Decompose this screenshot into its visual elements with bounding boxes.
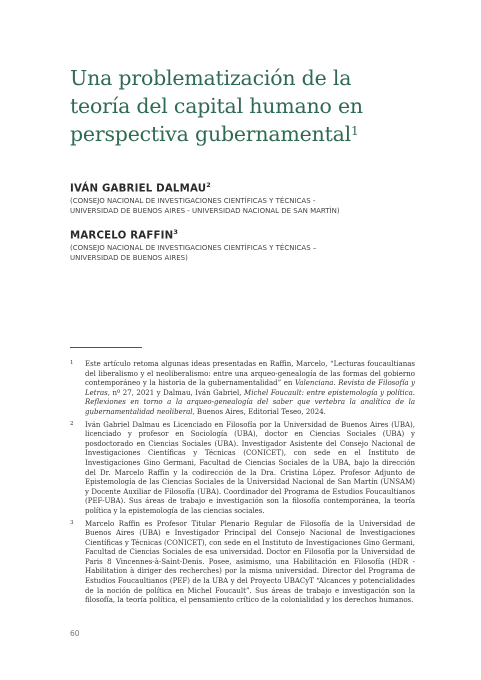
author-affiliation-raffin: (CONSEJO NACIONAL DE INVESTIGACIONES CIENTÍFICAS Y TÉCNICAS – UNIVERSIDAD DE BUENOS AIRES) (70, 244, 317, 262)
article-title (70, 64, 450, 148)
journal-title: Valenciana. Revista de Filosofía y Letras (85, 379, 415, 397)
author-footnote-marker: 2 (206, 181, 211, 189)
author-footnote-marker: 3 (173, 228, 179, 236)
title-footnote-marker: 1 (351, 124, 359, 138)
footnote-2: 2 Iván Gabriel Dalmau es Licenciado en Filosofía por la Universidad de Buenos Aires (UBA), licenciado y profesor en Sociología (UBA), doctor en Ciencias Sociales (UBA) y posdoctorado en Ciencias Sociales (UBA). Investigador Asistente del Consejo Nacional de Investigaciones Científicas y Técnicas (CONICET), con sede en el Instituto de Investigaciones Gino Germani, Facultad de Ciencias Sociales de la UBA, bajo la dirección del Dr. Marcelo Raffin y la codirección de la Dra. Cristina López. Profesor Adjunto de Epistemología de las Ciencias Sociales de la Universidad Nacional de San Martín (UNSAM) y Docente Auxiliar de Filosofía (UBA). Coordinador del Programa de Estudios Foucaultianos (PEF-UBA). Sus áreas de trabajo e investigación son la filosofía contemporánea, la teoría política y la epistemología de las ciencias sociales. (70, 420, 415, 515)
footnote-3: 3 Marcelo Raffin es Profesor Titular Plenario Regular de Filosofía de la Universidad de Buenos Aires (UBA) e Investigador Principal del Consejo Nacional de Investigaciones Científicas y Técnicas (CONICET), con sede en el Instituto de Investigaciones Gino Germani, Facultad de Ciencias Sociales de esa universidad. Doctor en Filosofía por la Universidad de Paris 8 Vincennes-à-Saint-Denis. Posee, asimismo, una Habilitación en Filosofía (HDR - Habilitation à diriger des recherches) por la misma universidad. Director del Programa de Estudios Foucaultianos (PEF) de la UBA y del Proyecto UBACyT “Alcances y potencialidades de la noción de política en Michel Foucault”. Sus áreas de trabajo e investigación son la filosofía, la teoría política, el pensamiento crítico de la colonialidad y los derechos humanos. (70, 519, 415, 605)
footnote-1: 1 Este artículo retoma algunas ideas presentadas en Raffin, Marcelo, “Lecturas foucaultianas del liberalismo y el neoliberalismo: entre una arqueo-genealogía de las formas del gobierno contemporáneo y la historia de la gubernamentalidad” en Valenciana. Revista de Filosofía y Letras, nº 27, 2021 y Dalmau, Iván Gabriel, Michel Foucault: entre epistemología y política. Reflexiones en torno a la arqueo-genealogía del saber que vertebra la analítica de la gubernamentalidad neoliberal, Buenos Aires, Editorial Teseo, 2024. (70, 360, 415, 416)
author-affiliation-dalmau: (CONSEJO NACIONAL DE INVESTIGACIONES CIENTÍFICAS Y TÉCNICAS - UNIVERSIDAD DE BUENOS AIRES - UNIVERSIDAD NACIONAL DE SAN MARTÍN) (70, 197, 340, 215)
title-line-2: teoría del capital humano en (70, 94, 363, 118)
footnote-number: 1 (70, 360, 74, 366)
title-line-3: perspectiva gubernamental (70, 122, 352, 146)
footnote-separator (70, 347, 142, 348)
page-number: 60 (70, 629, 80, 638)
title-line-1: Una problematización de la (70, 66, 352, 90)
book-title: Michel Foucault: entre epistemología y política. Reflexiones en torno a la arqueo-genealogía del saber que vertebra la analítica de la gubernamentalidad neoliberal (85, 388, 415, 416)
footnote-number: 2 (70, 420, 74, 427)
author-name-raffin: MARCELO RAFFIN$^3$ (70, 228, 179, 242)
footnote-number: 3 (70, 519, 74, 526)
author-name-dalmau: IVÁN GABRIEL DALMAU$^2$ (70, 181, 211, 195)
footnotes-section (70, 360, 415, 609)
